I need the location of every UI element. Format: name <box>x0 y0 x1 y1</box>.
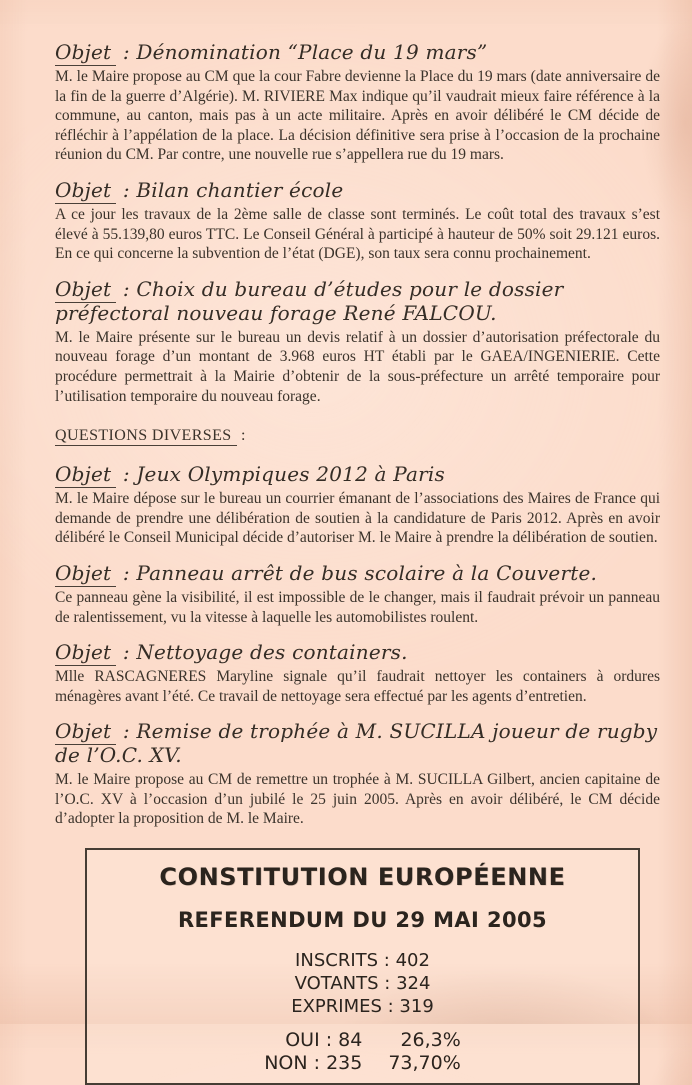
referendum-results <box>264 1029 461 1075</box>
objet-label: Objet <box>55 40 116 66</box>
objet-heading-text: : Bilan chantier école <box>116 177 344 202</box>
objet-label: Objet <box>55 178 116 204</box>
objet-heading <box>55 178 660 202</box>
stat-label: INSCRITS <box>295 950 379 972</box>
result-non-count <box>264 1052 362 1075</box>
objet-body: Ce panneau gène la visibilité, il est impossible de le changer, mais il faudrait prévoir un panneau de ralentissement, vu la vitesse à laquelle les automobilistes roulent. <box>55 588 660 626</box>
objet-heading <box>55 277 660 325</box>
result-oui-count <box>264 1029 362 1052</box>
section-remise-trophee-sucilla <box>55 719 660 829</box>
stat-separator: : <box>378 950 396 972</box>
questions-diverses-colon: : <box>236 427 246 445</box>
objet-heading <box>55 561 660 585</box>
objet-label: Objet <box>55 640 116 666</box>
objet-body: Mlle RASCAGNERES Maryline signale qu’il faudrait nettoyer les containers à ordures ménagères avant l’été. Ce travail de nettoyage sera effectué par les agents d’entretien. <box>55 668 660 705</box>
result-label: NON <box>264 1052 308 1075</box>
stat-votants <box>97 972 628 995</box>
stat-label: EXPRIMES <box>291 996 382 1018</box>
result-value: 235 <box>326 1052 363 1075</box>
objet-body: M. le Maire propose au CM que la cour Fabre devienne la Place du 19 mars (date anniversaire de la fin de la guerre d’Algérie). M. RIVIERE Max indique qu’il vaudrait mieux faire référence à la commune, au canton, mais pas à un acte militaire. Après en avoir délibéré le CM décide de réfléchir à l’appélation de la place. La décision définitive sera prise à l’occasion de la prochaine réunion du CM. Par contre, une nouvelle rue s’appellera rue du 19 mars. <box>55 68 660 164</box>
stat-separator: : <box>378 973 397 995</box>
referendum-results-box <box>85 848 640 1085</box>
objet-heading <box>55 462 660 486</box>
result-separator: : <box>307 1052 327 1075</box>
section-panneau-arret-bus <box>55 561 660 627</box>
referendum-box-title: CONSTITUTION EUROPÉENNE <box>159 863 566 892</box>
section-jeux-olympiques-2012 <box>55 462 660 548</box>
objet-label: Objet <box>55 277 116 303</box>
stat-inscrits <box>97 949 628 972</box>
objet-heading <box>55 719 660 767</box>
objet-label: Objet <box>55 719 116 745</box>
result-row-oui <box>264 1029 461 1052</box>
result-non-percent: 73,70% <box>388 1052 461 1075</box>
section-bureau-etudes-forage <box>55 277 660 406</box>
objet-body: M. le Maire présente sur le bureau un devis relatif à un dossier d’autorisation préfectorale du nouveau forage d’un montant de 3.968 euros HT établi par le GAEA/INGENIERIE. Cette procédure permettrait à la Mairie d’obtenir de la sous-préfecture un arrêté temporaire pour l’utilisation temporaire du nouveau forage. <box>55 328 660 405</box>
objet-body: M. le Maire propose au CM de remettre un trophée à M. SUCILLA Gilbert, ancien capitaine de l’O.C. XV à l’occasion d’un jubilé le 25 juin 2005. Après en avoir délibéré, le CM décide d’adopter la proposition de M. le Maire. <box>55 771 660 828</box>
stat-value: 319 <box>399 996 434 1018</box>
objet-heading-text: : Remise de trophée à M. SUCILLA joueur de rugby de l’O.C. XV. <box>55 719 658 768</box>
stat-exprimes <box>97 995 628 1018</box>
stat-label: VOTANTS <box>294 973 379 995</box>
section-bilan-chantier-ecole <box>55 178 660 264</box>
questions-diverses-heading <box>55 427 660 445</box>
result-label: OUI <box>285 1029 320 1052</box>
objet-label: Objet <box>55 462 116 488</box>
result-value: 84 <box>338 1029 363 1052</box>
result-oui-percent: 26,3% <box>400 1029 461 1052</box>
referendum-box-subtitle: REFERENDUM DU 29 MAI 2005 <box>177 908 548 933</box>
section-nettoyage-containers <box>55 640 660 706</box>
result-row-non <box>264 1052 461 1075</box>
objet-label: Objet <box>55 561 116 587</box>
objet-heading-text: : Jeux Olympiques 2012 à Paris <box>116 462 445 487</box>
stat-separator: : <box>381 996 400 1018</box>
objet-heading <box>55 640 660 664</box>
objet-body: M. le Maire dépose sur le bureau un courrier émanant de l’associations des Maires de France qui demande de prendre une délibération de soutien à la candidature de Paris 2012. Après en avoir délibéré le Conseil Municipal décide d’autoriser M. le Maire à prendre la délibération de soutien. <box>55 490 660 547</box>
objet-body: A ce jour les travaux de la 2ème salle de classe sont terminés. Le coût total des travaux s’est élevé à 55.139,80 euros TTC. Le Conseil Général à participé à hauteur de 50% soit 29.121 euros. En ce qui concerne la subvention de l’état (DGE), son taux sera connu prochainement. <box>55 205 660 263</box>
objet-heading-text: : Dénomination “Place du 19 mars” <box>116 40 488 64</box>
referendum-stats <box>97 949 628 1018</box>
objet-heading-text: : Choix du bureau d’études pour le dossier préfectoral nouveau forage René FALCOU. <box>55 276 564 325</box>
stat-value: 402 <box>395 950 430 972</box>
stat-value: 324 <box>396 973 431 995</box>
objet-heading <box>55 40 660 64</box>
objet-heading-text: : Nettoyage des containers. <box>116 640 408 665</box>
questions-diverses-label: QUESTIONS DIVERSES <box>55 427 237 446</box>
objet-heading-text: : Panneau arrêt de bus scolaire à la Couverte. <box>116 560 598 585</box>
result-separator: : <box>319 1029 339 1052</box>
section-denomination-place-du-19-mars <box>55 40 660 165</box>
